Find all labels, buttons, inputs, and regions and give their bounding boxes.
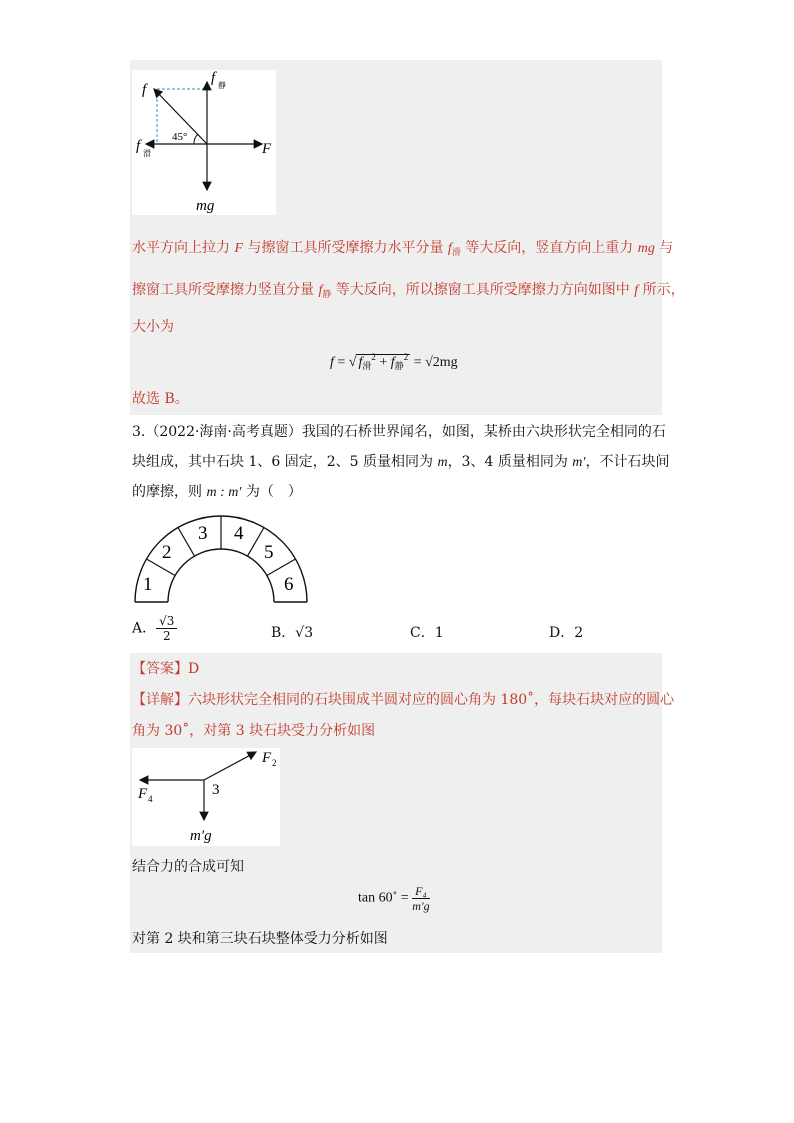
para1-line2: 擦窗工具所受摩擦力竖直分量 $f_静$ 等大反向，所以擦窗工具所受摩擦力方向如图中 f 所示， [132, 282, 685, 300]
stone-divider-4 [248, 528, 265, 557]
option-a: A． $\frac{√3}{2}$ [132, 614, 177, 643]
question3-line1: 3.（2022·海南·高考真题）我国的石桥世界闻名，如图，某桥由六块形状完全相同的石 [132, 424, 666, 440]
label-mpg: m′g [190, 828, 212, 844]
label-f: f [142, 82, 147, 98]
angle-arc [194, 134, 198, 144]
para1-line3: 大小为 [132, 319, 174, 335]
force-diagram-1-svg [132, 70, 276, 215]
label-F2: F [262, 750, 272, 766]
label-F2-sub: 2 [272, 758, 277, 768]
label-block3: 3 [212, 782, 220, 798]
stone-2: 2 [162, 542, 172, 563]
stone-bridge-figure [132, 512, 310, 604]
detail-line2: 角为 30˚，对第 3 块石块受力分析如图 [132, 723, 376, 739]
force-diagram-stone3 [132, 748, 280, 846]
option-a-fraction: $\frac{√3}{2}$ [156, 614, 177, 643]
label-f-jing: f [211, 70, 216, 86]
label-F4-sub: 4 [148, 794, 153, 804]
para1-line1: 水平方向上拉力 F 与擦窗工具所受摩擦力水平分量 $f_滑$ 等大反向，竖直方向上重力 mg 与 [132, 240, 674, 258]
bridge-inner-arc [168, 549, 274, 602]
formula-tan60-fraction: $\frac{\text{F₄}}{m'g}$ [412, 884, 430, 913]
detail-line1: 【详解】六块形状完全相同的石块围成半圆对应的圆心角为 180˚，每块石块对应的圆心 [132, 692, 675, 708]
option-b: B．√3 [271, 625, 314, 641]
answer-line: 【答案】D [132, 661, 200, 677]
arrow-F2 [204, 752, 256, 780]
choice-line: 故选 B。 [132, 391, 189, 407]
option-c: C．1 [410, 625, 444, 641]
label-f-jing-sub: 静 [218, 81, 226, 90]
label-angle: 45° [172, 131, 188, 143]
question3-line2: 块组成，其中石块 1、6 固定，2、5 质量相同为 m，3、4 质量相同为 m′，不计石块间 [132, 454, 670, 470]
question3-line3: 的摩擦，则 m : m′ 为（ ） [132, 484, 302, 500]
label-f-hua: f [136, 138, 141, 154]
stone-6: 6 [284, 574, 294, 595]
label-F4: F [138, 786, 148, 802]
stone-1: 1 [143, 574, 153, 595]
stone-4: 4 [234, 523, 244, 544]
stone-3: 3 [198, 523, 208, 544]
stone-5: 5 [264, 542, 274, 563]
option-d: D．2 [549, 625, 584, 641]
formula-tan60: tan 60˚ = $\frac{\text{F₄}}{m'g}$ [358, 884, 430, 913]
formula-friction: f = √ $f_滑^2 + f_静^2 = √2mg$ [330, 352, 458, 371]
synthesis-line: 结合力的合成可知 [132, 859, 244, 875]
stone-divider-2 [178, 528, 195, 557]
label-f-hua-sub: 滑 [143, 149, 151, 158]
force-diagram-1 [132, 70, 276, 215]
label-mg: mg [196, 198, 215, 214]
force-diagram-stone3-svg [132, 748, 280, 846]
last-line: 对第 2 块和第三块石块整体受力分析如图 [132, 931, 388, 947]
stone-bridge-svg [132, 512, 310, 604]
label-F: F [262, 141, 272, 157]
